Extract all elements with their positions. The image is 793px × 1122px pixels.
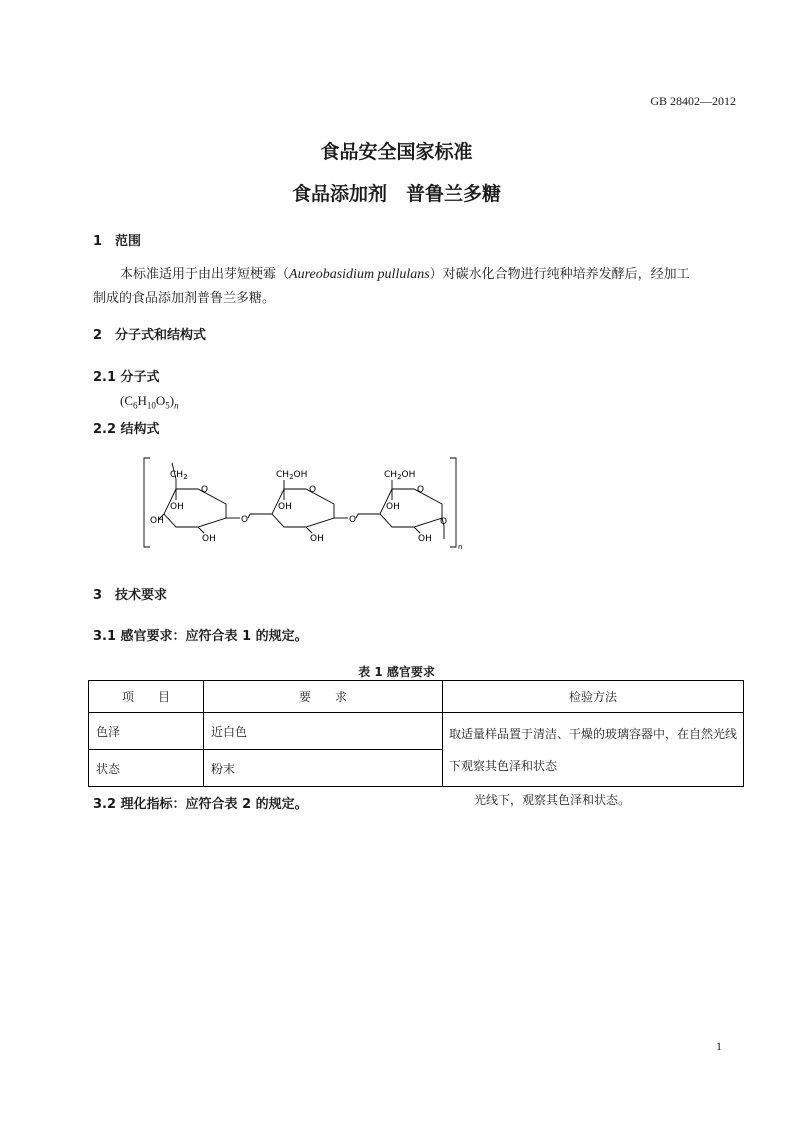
col-header-requirement: 要 求 (204, 681, 443, 713)
sensory-requirements-table (88, 680, 744, 787)
formula-h-sub: 10 (146, 400, 156, 411)
formula-o: O (155, 393, 166, 408)
table-row (89, 713, 744, 750)
ring1-oh-bottom: OH (202, 534, 216, 544)
ring3-o-label: O (417, 485, 425, 495)
section-3-1-heading: 3.1 感官要求：应符合表 1 的规定。 (93, 629, 308, 644)
ring3-oh-bottom: OH (418, 534, 432, 544)
method-line-1: 取适量样品置于清洁、干燥的玻璃容器中，在自然光线 (449, 726, 738, 741)
col-header-method: 检验方法 (443, 681, 744, 713)
ring1-ch2-label: $CH_2$ (170, 470, 188, 481)
repeat-n-label: n (458, 543, 463, 551)
section-3-heading: 3 技术要求 (93, 588, 168, 603)
section-1-heading: 1 范围 (93, 234, 142, 249)
formula-open: (C (120, 393, 133, 408)
end-o-label: O (440, 517, 448, 527)
formula-n: n (174, 400, 179, 411)
ring2-o-label: O (309, 485, 317, 495)
formula-h: H (137, 393, 147, 408)
method-line-2: 下观察其色泽和状态 (449, 758, 558, 773)
link-o-2: O (349, 515, 357, 525)
ring1-oh-mid: OH (170, 502, 184, 512)
link-o-1: O (241, 515, 249, 525)
formula-c-sub: 6 (133, 400, 138, 411)
ring1-oh-left: OH (150, 516, 164, 526)
document-title: 食品安全国家标准 (320, 141, 473, 163)
ring3-oh-mid: OH (386, 502, 400, 512)
section-2-heading: 2 分子式和结构式 (93, 328, 207, 343)
left-bracket (144, 458, 150, 547)
right-bracket (450, 458, 456, 547)
cell-req-state: 粉末 (204, 750, 443, 787)
section-3-2-heading: 3.2 理化指标：应符合表 2 的规定。 (93, 797, 308, 812)
scope-text-pre: 本标准适用于由出芽短梗霉（ (120, 267, 290, 282)
page-number: 1 (716, 1039, 722, 1053)
cell-req-color: 近白色 (204, 713, 443, 750)
standard-code: GB 28402—2012 (650, 94, 736, 108)
ring1-o-label: O (201, 485, 209, 495)
document-subtitle: 食品添加剂 普鲁兰多糖 (291, 183, 501, 205)
species-name: Aureobasidium pullulans (289, 267, 430, 282)
section-2-1-heading: 2.1 分子式 (93, 370, 160, 385)
formula-o-sub: 5 (165, 400, 170, 411)
cell-item-state: 状态 (89, 750, 204, 787)
formula-close: ) (169, 393, 175, 408)
scope-text-post: ）对碳水化合物进行纯种培养发酵后，经加工 (429, 267, 690, 282)
section-2-2-heading: 2.2 结构式 (93, 422, 160, 437)
ring2-ch2oh-label: $CH_2OH$ (276, 470, 308, 481)
cell-item-color: 色泽 (89, 713, 204, 750)
table-header-row (89, 681, 744, 713)
ring3-ch2oh-label: $CH_2OH$ (384, 470, 416, 481)
scope-paragraph-line2: 制成的食品添加剂普鲁兰多糖。 (93, 291, 276, 306)
ring2-oh-bottom: OH (310, 534, 324, 544)
cell-method (443, 713, 744, 787)
stray-method-text: 光线下，观察其色泽和状态。 (474, 793, 631, 807)
table-1-caption: 表 1 感官要求 (358, 665, 435, 679)
col-header-item: 项 目 (89, 681, 204, 713)
ring2-oh-mid: OH (278, 502, 292, 512)
